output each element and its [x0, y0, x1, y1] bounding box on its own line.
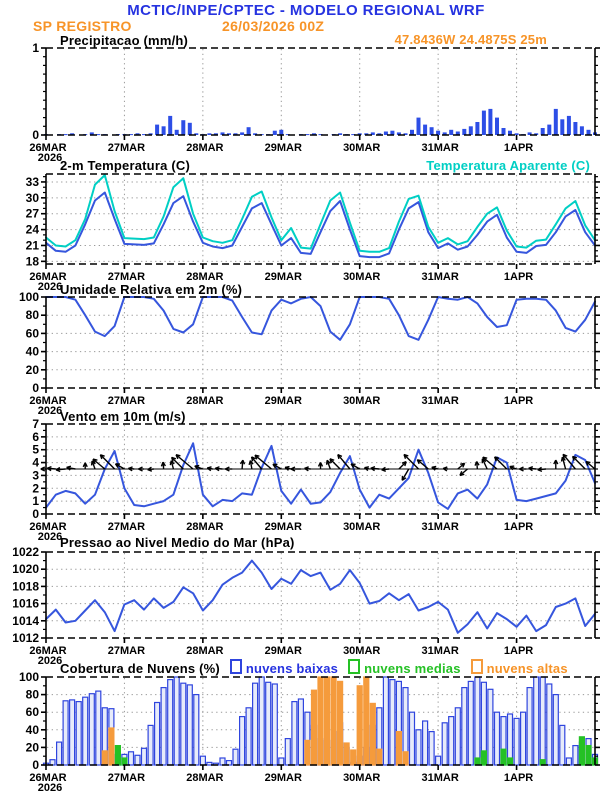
- legend-swatch-mid-clouds-icon: [348, 659, 360, 674]
- panel-cloud: [19, 670, 600, 792]
- svg-text:28MAR: 28MAR: [186, 772, 224, 784]
- svg-text:1APR: 1APR: [503, 521, 534, 533]
- svg-text:1: 1: [32, 41, 39, 55]
- svg-text:1020: 1020: [12, 562, 39, 577]
- svg-text:1APR: 1APR: [503, 142, 534, 154]
- svg-text:27MAR: 27MAR: [107, 521, 146, 533]
- svg-text:1018: 1018: [12, 579, 39, 594]
- svg-text:100: 100: [18, 670, 39, 684]
- svg-text:0: 0: [32, 381, 39, 395]
- legend-label-high-clouds: nuvens altas: [486, 661, 568, 676]
- svg-text:27: 27: [25, 206, 39, 221]
- svg-text:60: 60: [25, 705, 39, 720]
- station-coordinates: 47.8436W 24.4875S 25m: [394, 32, 547, 47]
- svg-text:60: 60: [25, 326, 39, 341]
- svg-text:31MAR: 31MAR: [421, 645, 459, 657]
- panel-cloud-title-row: [60, 659, 568, 676]
- svg-text:3: 3: [32, 468, 39, 483]
- svg-text:31MAR: 31MAR: [421, 271, 459, 283]
- legend-swatch-high-clouds-icon: [471, 659, 483, 674]
- svg-text:30: 30: [25, 190, 39, 205]
- svg-text:26MAR: 26MAR: [29, 395, 67, 407]
- svg-text:31MAR: 31MAR: [421, 395, 459, 407]
- svg-text:26MAR: 26MAR: [29, 521, 67, 533]
- svg-text:26MAR: 26MAR: [29, 645, 67, 657]
- svg-text:0: 0: [32, 128, 39, 142]
- svg-text:29MAR: 29MAR: [264, 521, 302, 533]
- svg-text:20: 20: [25, 740, 39, 755]
- svg-text:80: 80: [25, 308, 39, 323]
- svg-text:31MAR: 31MAR: [421, 521, 459, 533]
- svg-text:1012: 1012: [12, 631, 39, 645]
- svg-text:26MAR: 26MAR: [29, 271, 67, 283]
- svg-text:30MAR: 30MAR: [343, 271, 381, 283]
- svg-text:29MAR: 29MAR: [264, 645, 302, 657]
- panel-pres: [12, 545, 600, 667]
- svg-text:0: 0: [32, 758, 39, 772]
- legend-swatch-low-clouds-icon: [230, 659, 242, 674]
- svg-text:28MAR: 28MAR: [186, 395, 224, 407]
- svg-text:1APR: 1APR: [503, 772, 534, 784]
- svg-text:29MAR: 29MAR: [264, 772, 302, 784]
- svg-text:1: 1: [32, 494, 39, 509]
- svg-text:40: 40: [25, 344, 39, 359]
- svg-text:28MAR: 28MAR: [186, 271, 224, 283]
- svg-text:30MAR: 30MAR: [343, 645, 381, 657]
- svg-text:2026: 2026: [37, 405, 63, 417]
- svg-text:2026: 2026: [37, 152, 63, 164]
- svg-text:2026: 2026: [37, 782, 63, 792]
- svg-text:100: 100: [18, 290, 39, 304]
- run-datetime: 26/03/2026 00Z: [222, 18, 325, 34]
- svg-text:2026: 2026: [37, 655, 63, 667]
- svg-text:2026: 2026: [37, 281, 63, 293]
- svg-text:1022: 1022: [12, 545, 39, 559]
- svg-text:1APR: 1APR: [503, 645, 534, 657]
- svg-text:27MAR: 27MAR: [107, 271, 146, 283]
- legend-label-mid-clouds: nuvens medias: [364, 661, 461, 676]
- svg-text:7: 7: [32, 417, 39, 431]
- svg-text:28MAR: 28MAR: [186, 645, 224, 657]
- panel-precip: [29, 41, 600, 164]
- svg-text:0: 0: [32, 507, 39, 521]
- station-name: SP REGISTRO: [33, 18, 132, 34]
- svg-text:31MAR: 31MAR: [421, 142, 459, 154]
- svg-text:2026: 2026: [37, 531, 63, 543]
- panel-wind: [29, 417, 600, 543]
- panel-rh: [19, 290, 600, 417]
- panel-temp: [26, 174, 600, 293]
- svg-text:5: 5: [32, 442, 39, 457]
- svg-text:26MAR: 26MAR: [29, 772, 67, 784]
- panel-temp-apparent-label: Temperatura Aparente (C): [426, 158, 590, 173]
- svg-text:1APR: 1APR: [503, 271, 534, 283]
- svg-text:6: 6: [32, 429, 39, 444]
- svg-text:20: 20: [25, 362, 39, 377]
- svg-text:29MAR: 29MAR: [264, 395, 302, 407]
- svg-text:29MAR: 29MAR: [264, 271, 302, 283]
- svg-text:1APR: 1APR: [503, 395, 534, 407]
- svg-text:80: 80: [25, 687, 39, 702]
- svg-text:1016: 1016: [12, 596, 39, 611]
- svg-text:27MAR: 27MAR: [107, 645, 146, 657]
- panel-pressure-title: Pressao ao Nivel Medio do Mar (hPa): [60, 535, 295, 550]
- svg-text:28MAR: 28MAR: [186, 142, 224, 154]
- legend-label-low-clouds: nuvens baixas: [245, 661, 339, 676]
- svg-text:30MAR: 30MAR: [343, 521, 381, 533]
- svg-text:40: 40: [25, 722, 39, 737]
- svg-text:18: 18: [25, 254, 39, 269]
- panel-wind-title: Vento em 10m (m/s): [60, 409, 186, 424]
- svg-text:27MAR: 27MAR: [107, 395, 146, 407]
- svg-text:27MAR: 27MAR: [107, 142, 146, 154]
- panel-cloud-title: Cobertura de Nuvens (%): [60, 661, 220, 676]
- svg-text:31MAR: 31MAR: [421, 772, 459, 784]
- svg-text:4: 4: [32, 455, 39, 470]
- svg-text:26MAR: 26MAR: [29, 142, 67, 154]
- svg-text:2: 2: [32, 481, 39, 496]
- svg-text:33: 33: [25, 174, 39, 189]
- panel-temp-title: 2-m Temperatura (C): [60, 158, 190, 173]
- svg-text:1014: 1014: [12, 613, 39, 628]
- svg-text:30MAR: 30MAR: [343, 142, 381, 154]
- svg-text:29MAR: 29MAR: [264, 142, 302, 154]
- svg-text:27MAR: 27MAR: [107, 772, 146, 784]
- panel-precip-title: Precipitacao (mm/h): [60, 33, 189, 48]
- svg-text:30MAR: 30MAR: [343, 772, 381, 784]
- svg-text:24: 24: [25, 222, 39, 237]
- svg-text:30MAR: 30MAR: [343, 395, 381, 407]
- panel-rh-title: Umidade Relativa em 2m (%): [60, 282, 243, 297]
- svg-text:28MAR: 28MAR: [186, 521, 224, 533]
- page-title: MCTIC/INPE/CPTEC - MODELO REGIONAL WRF: [127, 2, 485, 19]
- svg-text:21: 21: [25, 238, 39, 253]
